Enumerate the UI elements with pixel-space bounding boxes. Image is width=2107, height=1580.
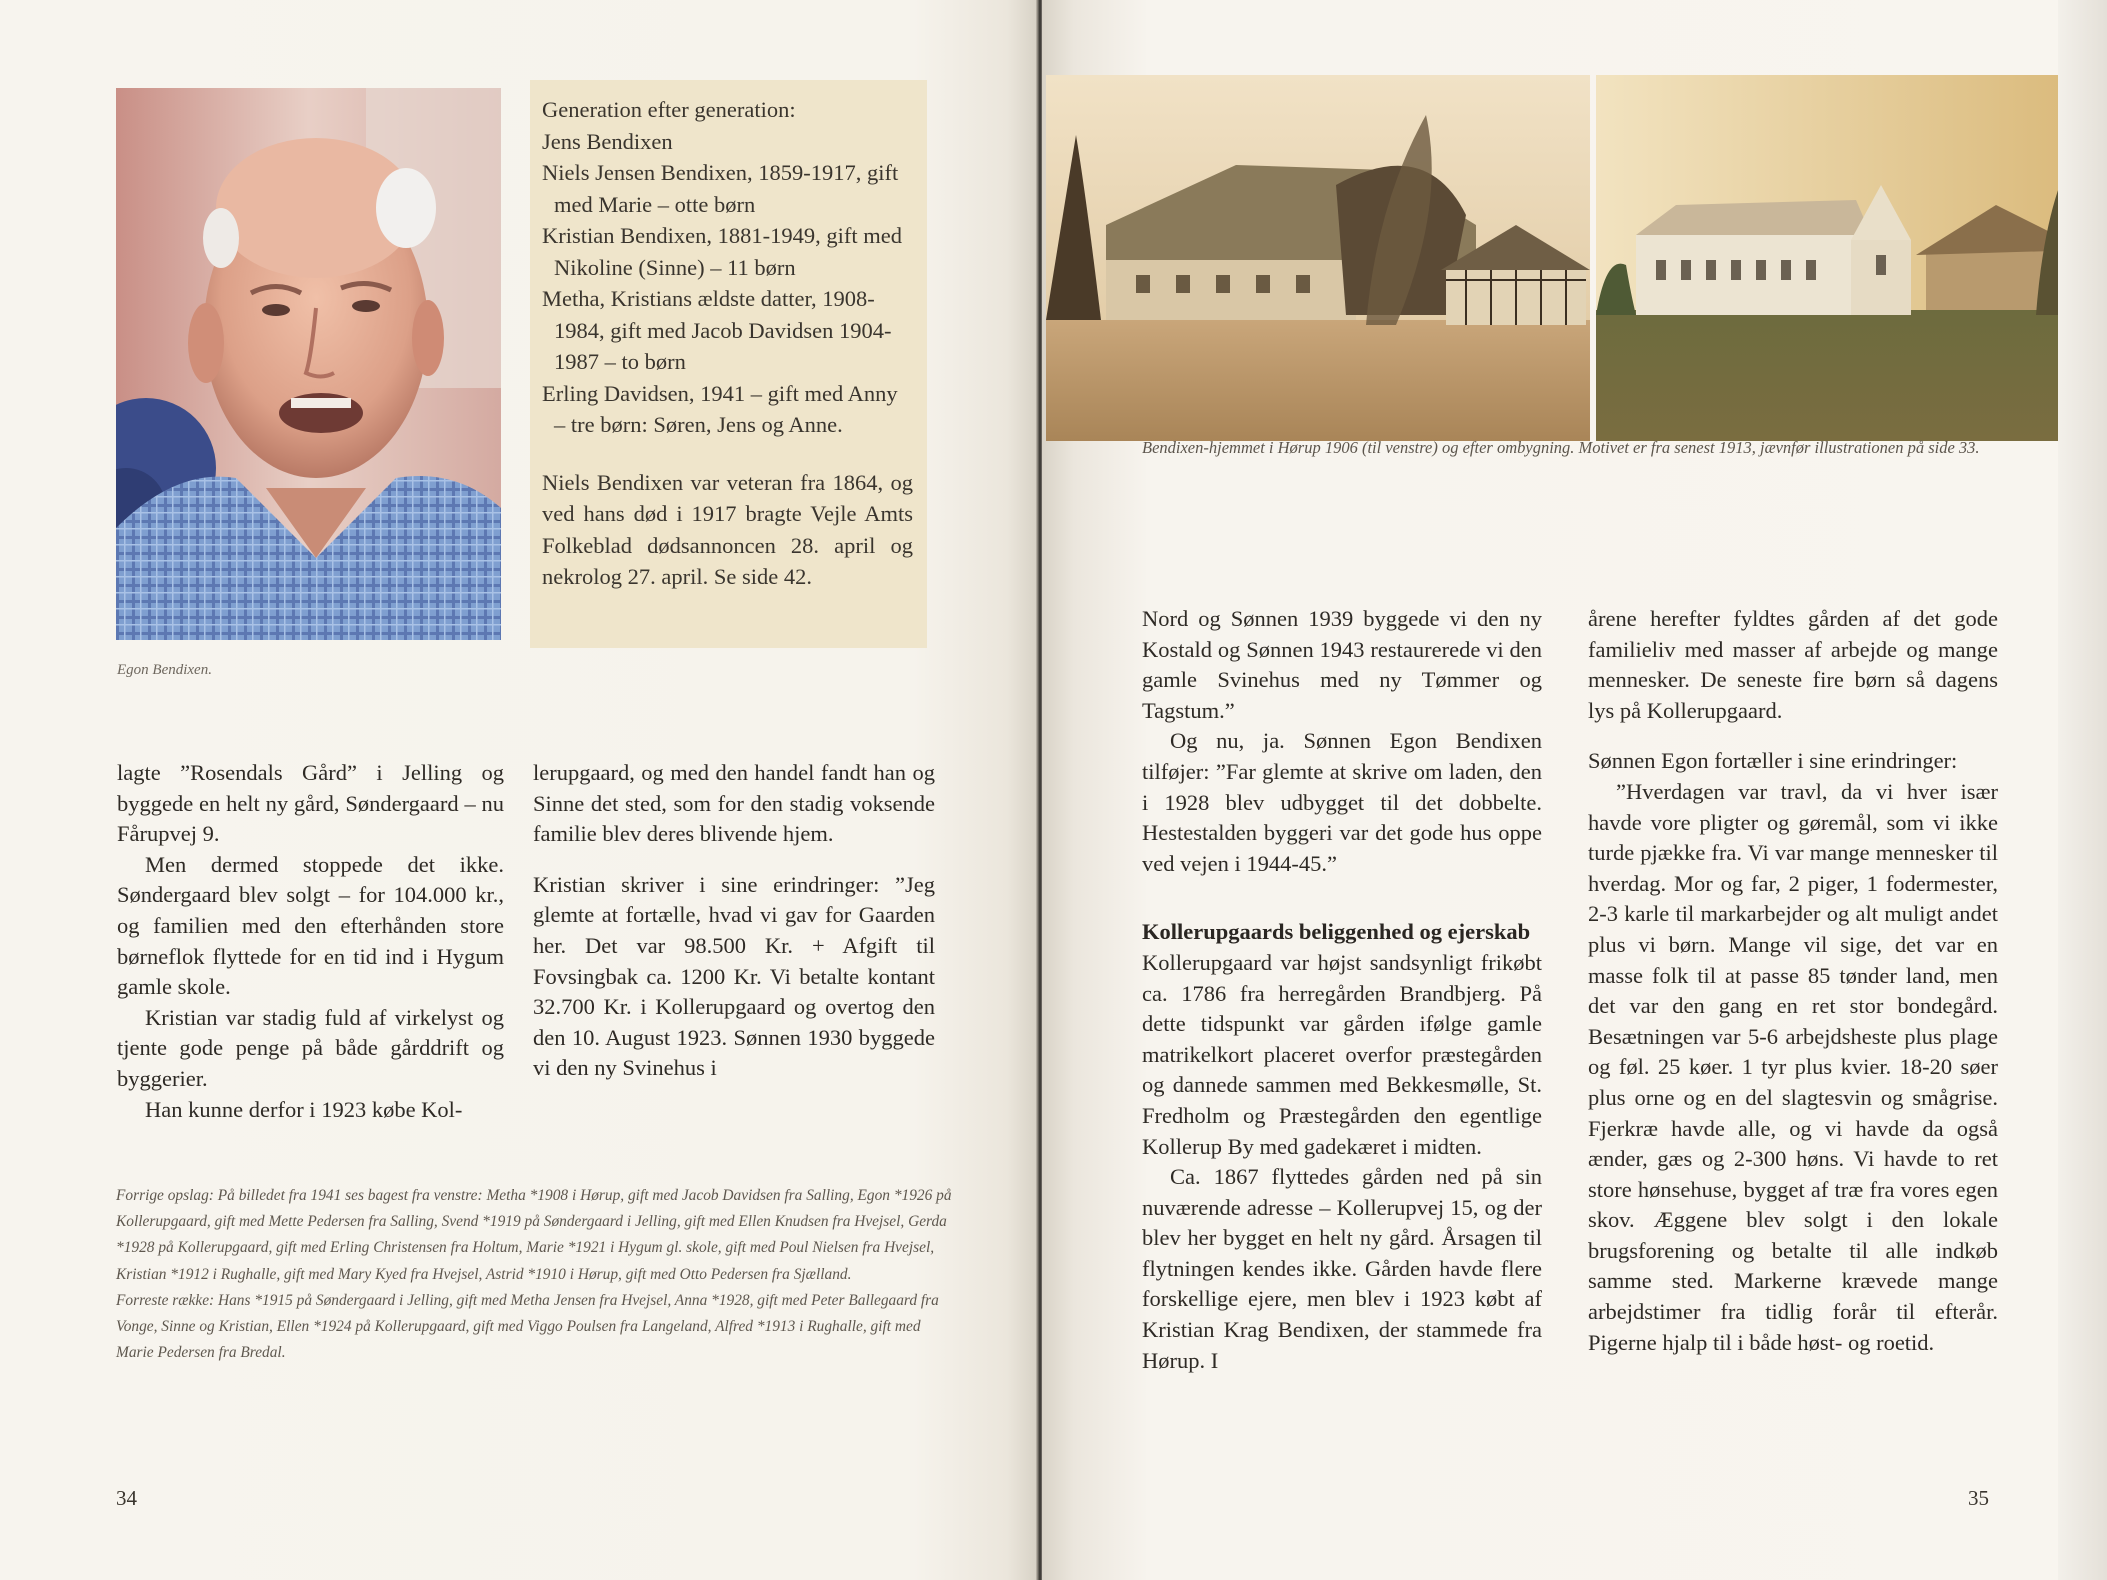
paragraph: Han kunne derfor i 1923 købe Kol- bbox=[145, 1096, 463, 1122]
footnote-paragraph: Forrige opslag: På billedet fra 1941 ses bagest fra venstre: Metha *1908 i Hørup, gift med Jacob Davidsen fra Salling, Egon *1926 på Kollerupgaard, gift med Mette Pedersen fra Salling, Svend *1919 på Søndergaard i Jelling, gift med Ellen Knudsen fra Hvejsel, Gerda *1928 på Kollerupgaard, gift med Erling Christensen fra Holtum, Marie *1921 i Hygum gl. skole, gift med Poul Nielsen fra Hvejsel, Kristian *1912 i Rughalle, gift med Mary Kyed fra Hvejsel, Astrid *1910 i Hørup, gift med Otto Pedersen fra Sjælland. bbox=[116, 1187, 952, 1283]
paragraph: ”Hverdagen var travl, da vi hver især havde vore pligter og gøremål, som vi ikke turde pjække fra. Vi var mange mennesker til hverdag. Mor og far, 2 piger, 1 fodermester, 2-3 karle til markarbejder og alt muligt andet plus vi børn. Mange vil sige, det var en masse folk til at passe 85 tønder land, men det var den gang en ret stor bondegård. Besætningen var 5-6 arbejdsheste plus plage og føl. 25 køer. 1 tyr plus kvier. 18-20 søer plus orne og en del slagtesvin og smågrise. Fjerkræ havde alle, og vi havde da også ænder, gæs og 2-300 høns. Vi havde to ret store hønsehuse, bygget af træ fra vores egen skov. Æggene blev solgt i den lokale brugsforening og betalte til alle indkøb samme sted. Markerne krævede mange arbejdstimer fra tidlig forår til efterår. Pigerne hjalp til i både høst- og roetid. bbox=[1588, 778, 1998, 1355]
genealogy-box bbox=[530, 80, 927, 648]
page-edge bbox=[2058, 0, 2107, 1580]
genealogy-entry: Kristian Bendixen, 1881-1949, gift med Nikoline (Sinne) – 11 børn bbox=[542, 223, 902, 280]
genealogy-note: Niels Bendixen var veteran fra 1864, og ved hans død i 1917 bragte Vejle Amts Folkeblad dødsannoncen 28. april og nekrolog 27. april. Se side 42. bbox=[542, 469, 913, 589]
paragraph: lagte ”Rosendals Gård” i Jelling og byggede en helt ny gård, Søndergaard – nu Fårupvej 9. bbox=[117, 760, 504, 847]
photo-caption: Bendixen-hjemmet i Hørup 1906 (til venstre) og efter ombygning. Motivet er fra senest 1913, jævnfør illustrationen på side 33. bbox=[1142, 438, 1980, 457]
paragraph: Men dermed stoppede det ikke. Søndergaard blev solgt – for 104.000 kr., og familien med den efterhånden store børneflok flyttede for en tid ind i Hygum gamle skole. bbox=[117, 851, 504, 1000]
left-column-1 bbox=[117, 758, 504, 1125]
page-number: 35 bbox=[1968, 1486, 1989, 1510]
paragraph: Nord og Sønnen 1939 byggede vi den ny Kostald og Sønnen 1943 restaurerede vi den gamle Svinehus med ny Tømmer og Tagstum.” bbox=[1142, 606, 1542, 723]
paragraph: årene herefter fyldtes gården af det gode familieliv med masser af arbejde og mange mennesker. De seneste fire børn så dagens lys på Kollerupgaard. bbox=[1588, 606, 1998, 723]
genealogy-entry: Niels Jensen Bendixen, 1859-1917, gift med Marie – otte børn bbox=[542, 160, 899, 217]
paragraph: Kollerupgaard var højst sandsynligt frikøbt ca. 1786 fra herregården Brandbjerg. På dette tidspunkt var gården ifølge gamle matrikelkort placeret overfor præstegården og dannede sammen med Bekkesmølle, St. Fredholm og Præstegården den egentlige Kollerup By med gadekæret i midten. bbox=[1142, 949, 1542, 1159]
right-column-2 bbox=[1588, 604, 1998, 1358]
section-heading: Kollerupgaards beliggenhed og ejerskab bbox=[1142, 919, 1531, 945]
paragraph: Ca. 1867 flyttedes gården ned på sin nuværende adresse – Kollerupvej 15, og der blev her bygget en helt ny gård. Årsagen til flytningen kendes ikke. Gården havde flere forskellige ejere, men blev i 1923 købt af Kristian Krag Bendixen, der stammede fra Hørup. I bbox=[1142, 1164, 1542, 1373]
right-column-1 bbox=[1142, 604, 1542, 1376]
portrait-photo bbox=[116, 88, 501, 640]
house-photo-after bbox=[1596, 75, 2102, 441]
genealogy-entry: Jens Bendixen bbox=[542, 128, 673, 154]
paragraph: Sønnen Egon fortæller i sine erindringer: bbox=[1588, 748, 1958, 774]
paragraph: Kristian var stadig fuld af virkelyst og tjente gode penge på både gårddrift og byggerier. bbox=[117, 1004, 504, 1091]
genealogy-entry: Erling Davidsen, 1941 – gift med Anny – tre børn: Søren, Jens og Anne. bbox=[542, 380, 898, 437]
paragraph: lerupgaard, og med den handel fandt han og Sinne det sted, som for den stadig voksende familie blev deres blivende hjem. bbox=[533, 760, 935, 847]
page-number: 34 bbox=[116, 1486, 137, 1510]
paragraph: Kristian skriver i sine erindringer: ”Jeg glemte at fortælle, hvad vi gav for Gaarden her. Det var 98.500 Kr. + Afgift til Fovsingbak ca. 1200 Kr. Vi betalte kontant 32.700 Kr. i Kollerupgaard og overtog den den 10. August 1923. Sønnen 1930 byggede vi den ny Svinehus i bbox=[533, 871, 935, 1081]
footnote-paragraph: Forreste række: Hans *1915 på Søndergaard i Jelling, gift med Metha Jensen fra Hvejsel, Anna *1928, gift med Peter Ballegaard fra Vonge, Sinne og Kristian, Ellen *1924 på Kollerupgaard, gift med Viggo Poulsen fra Langeland, Alfred *1913 i Rughalle, gift med Marie Pedersen fra Bredal. bbox=[116, 1291, 939, 1362]
paragraph: Og nu, ja. Sønnen Egon Bendixen tilføjer: ”Far glemte at skrive om laden, den i 1928 blev udbygget til det dobbelte. Hestestalden byggeri var det gode hus oppe ved vejen i 1944-45.” bbox=[1142, 728, 1542, 876]
left-column-2 bbox=[533, 758, 935, 1084]
right-page bbox=[1042, 0, 2107, 1580]
house-photo-before bbox=[1046, 75, 1590, 441]
portrait-caption: Egon Bendixen. bbox=[117, 662, 212, 678]
genealogy-title: Generation efter generation: bbox=[542, 97, 796, 122]
genealogy-entry: Metha, Kristians ældste datter, 1908-1984, gift med Jacob Davidsen 1904-1987 – to børn bbox=[542, 286, 892, 374]
footnote bbox=[116, 1183, 956, 1366]
left-page bbox=[0, 0, 1038, 1580]
